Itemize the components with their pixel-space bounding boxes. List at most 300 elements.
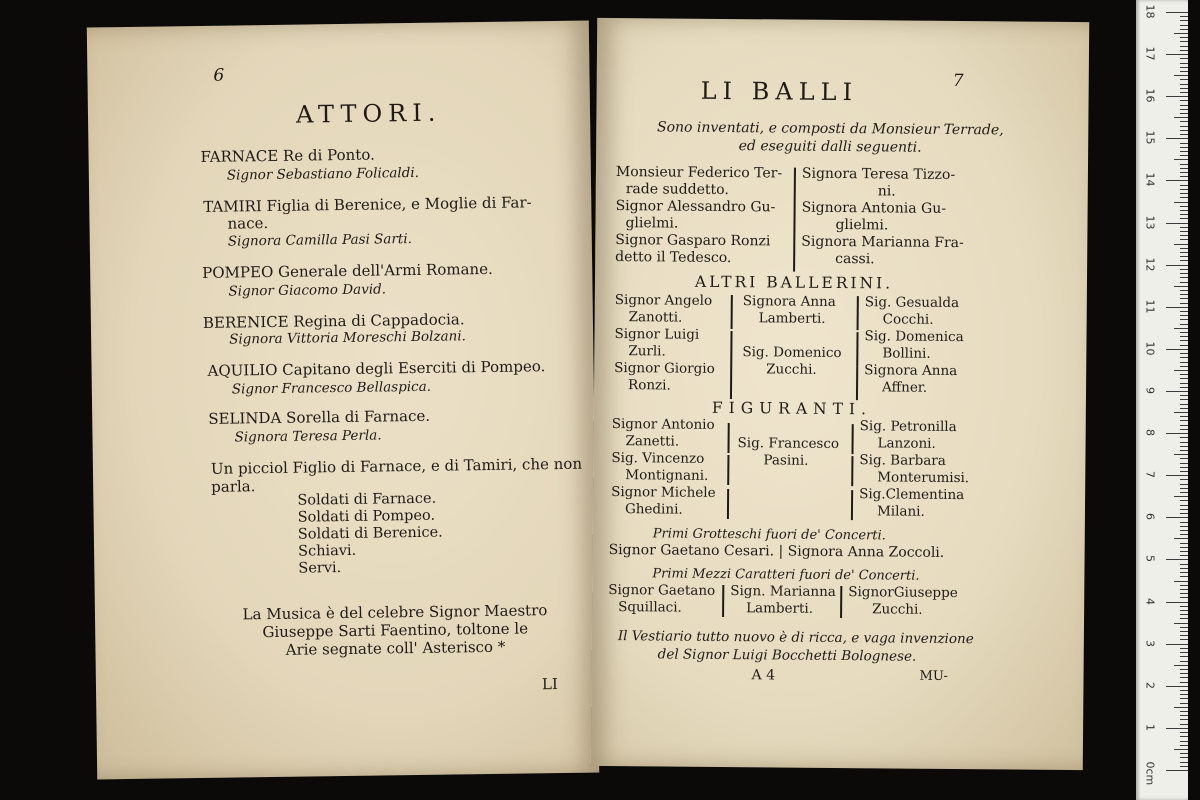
ruler-tick (1180, 404, 1188, 405)
ruler-number: 7 (1143, 471, 1157, 479)
ruler-tick (1180, 534, 1188, 535)
ruler-tick (1180, 109, 1188, 110)
principal-line: Monsieur Federico Ter- (615, 164, 783, 182)
ruler-tick (1180, 100, 1188, 101)
ruler-tick (1180, 610, 1188, 611)
child-line: parla. (211, 477, 256, 496)
ruler-tick (1180, 324, 1188, 325)
ruler-tick (1180, 425, 1188, 426)
ruler-tick (1180, 526, 1188, 527)
dancer-line: Sig. Gesualda (864, 294, 960, 312)
ruler-tick (1180, 155, 1188, 156)
ruler-tick (1180, 745, 1188, 746)
principals-left-column (615, 164, 782, 267)
principal-line: ni. (877, 183, 896, 200)
dancer-line: Lamberti. (758, 310, 826, 327)
ruler-tick (1180, 20, 1188, 21)
ruler-tick (1180, 467, 1188, 468)
figuranti-column-3 (859, 418, 970, 521)
child-line: Un picciol Figlio di Farnace, e di Tamiri, che non (210, 454, 583, 478)
altri-column-3 (864, 294, 964, 397)
cast-role: BERENICE Regina di Cappadocia. (202, 310, 465, 332)
ruler-tick (1180, 589, 1188, 590)
figurante-line: Signor Antonio (611, 416, 715, 433)
extras-item: Schiavi. (298, 542, 357, 560)
ruler-tick (1180, 711, 1188, 712)
ruler-tick (1180, 500, 1188, 501)
ruler-number: 17 (1143, 46, 1157, 61)
dancer-line: Sign. Marianna (730, 583, 836, 600)
dancer-line: Sig. Domenico (742, 344, 842, 362)
ruler-tick (1180, 130, 1188, 131)
ruler-tick (1180, 690, 1188, 691)
column-divider (851, 456, 853, 486)
column-divider (727, 455, 729, 485)
page-number: 6 (213, 65, 225, 86)
ruler-tick (1180, 446, 1188, 447)
column-divider (727, 489, 729, 519)
ruler-tick (1180, 652, 1188, 653)
ruler-tick (1180, 332, 1188, 333)
ruler-tick (1180, 67, 1188, 68)
ruler-tick (1174, 286, 1188, 287)
ruler-tick (1180, 458, 1188, 459)
ruler-tick (1166, 180, 1188, 181)
dancer-line: Zucchi. (872, 601, 923, 618)
ruler-tick (1174, 581, 1188, 582)
ruler-number: 18 (1143, 4, 1157, 19)
extras-item: Servi. (298, 560, 342, 577)
ruler-tick (1180, 256, 1188, 257)
ruler-tick (1180, 442, 1188, 443)
ruler-tick (1174, 496, 1188, 497)
ruler-tick (1166, 265, 1188, 266)
figurante-line: Sig. Vincenzo (611, 450, 705, 467)
column-divider (793, 168, 796, 272)
ruler-tick (1180, 648, 1188, 649)
dancer-line: Signora Anna (864, 362, 958, 380)
ruler-tick (1180, 168, 1188, 169)
dancer-line: Cocchi. (882, 311, 934, 328)
ruler-tick (1180, 484, 1188, 485)
ruler-tick (1166, 391, 1188, 392)
column-divider (731, 295, 733, 329)
column-divider (730, 365, 732, 399)
cast-actor: Signor Giacomo David. (228, 281, 387, 300)
ruler-tick (1180, 58, 1188, 59)
ruler-tick (1180, 450, 1188, 451)
section-heading: FIGURANTI. (711, 398, 873, 419)
figurante-line: Pasini. (763, 452, 809, 469)
vestiario-line: Il Vestiario tutto nuovo è di ricca, e vaga invenzione (617, 628, 974, 648)
ruler-tick (1180, 214, 1188, 215)
ruler-tick (1174, 749, 1188, 750)
cast-actor: Signora Teresa Perla. (234, 427, 382, 446)
music-note-line: Giuseppe Sarti Faentino, toltone le (262, 619, 529, 642)
ruler-tick (1180, 374, 1188, 375)
ruler-tick (1180, 79, 1188, 80)
ruler-tick (1180, 239, 1188, 240)
figurante-line: Signor Michele (611, 484, 716, 501)
ruler-tick (1180, 269, 1188, 270)
ruler-tick (1166, 644, 1188, 645)
ruler-tick (1180, 151, 1188, 152)
catchword: MU- (919, 668, 949, 684)
cast-role: FARNACE Re di Ponto. (200, 145, 375, 166)
ruler-tick (1180, 631, 1188, 632)
ruler-tick (1166, 54, 1188, 55)
mezzi-column-2 (730, 583, 836, 618)
ruler-tick (1180, 25, 1188, 26)
ruler-tick (1166, 96, 1188, 97)
ruler-tick (1180, 513, 1188, 514)
column-divider (851, 490, 853, 520)
ruler-number: 10 (1143, 341, 1157, 356)
ruler-tick (1180, 84, 1188, 85)
ruler-tick (1174, 75, 1188, 76)
ruler-tick (1180, 694, 1188, 695)
mezzi-column-3 (848, 584, 958, 619)
ruler-tick (1180, 732, 1188, 733)
ruler-tick (1180, 340, 1188, 341)
ruler-number: 9 (1143, 387, 1157, 394)
ruler-tick (1180, 762, 1188, 763)
ruler-tick (1180, 564, 1188, 565)
dancer-line: Signor Gaetano (608, 581, 716, 599)
measuring-ruler (1136, 0, 1188, 800)
ruler-tick (1180, 543, 1188, 544)
vestiario-line: del Signor Luigi Bocchetti Bolognese. (657, 646, 917, 665)
ruler-tick (1180, 126, 1188, 127)
column-divider (840, 586, 842, 618)
dancer-line: Zanotti. (628, 309, 683, 326)
column-divider (730, 331, 732, 365)
catchword: LI (541, 675, 559, 694)
mezzi-column-1 (608, 582, 715, 617)
column-divider (856, 332, 858, 366)
ruler-tick (1180, 366, 1188, 367)
ruler-tick (1174, 707, 1188, 708)
ruler-tick (1180, 673, 1188, 674)
ruler-tick (1180, 218, 1188, 219)
ruler-number: 14 (1143, 172, 1157, 187)
dancer-line: Signor Angelo (614, 292, 713, 309)
ruler-number: 11 (1143, 299, 1157, 314)
principal-line: detto il Tedesco. (615, 249, 732, 267)
ruler-tick (1180, 437, 1188, 438)
figurante-line: Ghedini. (624, 501, 683, 518)
ruler-tick (1180, 614, 1188, 615)
ruler-tick (1180, 362, 1188, 363)
ruler-tick (1166, 686, 1188, 687)
dancer-line: Zucchi. (766, 361, 817, 378)
ruler-tick (1180, 753, 1188, 754)
ruler-tick (1174, 159, 1188, 160)
ruler-tick (1180, 656, 1188, 657)
ruler-tick (1180, 290, 1188, 291)
ruler-tick (1166, 559, 1188, 560)
subtitle-line: ed eseguiti dalli seguenti. (738, 138, 922, 156)
ruler-tick (1180, 492, 1188, 493)
ruler-tick (1166, 517, 1188, 518)
ruler-tick (1180, 231, 1188, 232)
ruler-tick (1180, 88, 1188, 89)
extras-item: Soldati di Berenice. (297, 524, 443, 543)
figurante-line: Montignani. (625, 467, 709, 484)
ruler-tick (1166, 770, 1188, 771)
ruler-tick (1180, 597, 1188, 598)
cast-role: SELINDA Sorella di Farnace. (208, 406, 431, 428)
ruler-tick (1174, 117, 1188, 118)
ruler-number: 1 (1143, 723, 1157, 731)
ruler-tick (1180, 63, 1188, 64)
section-heading: ALTRI BALLERINI. (694, 272, 894, 293)
principal-line: Signora Antonia Gu- (801, 199, 947, 217)
ruler-tick (1180, 703, 1188, 704)
ruler-tick (1180, 639, 1188, 640)
dancer-line: Affner. (881, 379, 928, 396)
figuranti-column-1 (611, 416, 716, 519)
ruler-tick (1180, 724, 1188, 725)
ruler-tick (1180, 698, 1188, 699)
ruler-tick (1180, 572, 1188, 573)
ruler-tick (1180, 606, 1188, 607)
dancer-line: Bollini. (882, 345, 931, 362)
ruler-tick (1180, 530, 1188, 531)
ruler-tick (1180, 71, 1188, 72)
ruler-number: 0cm (1143, 761, 1157, 786)
ruler-tick (1174, 412, 1188, 413)
ruler-number: 15 (1143, 130, 1157, 145)
ruler-tick (1180, 509, 1188, 510)
ruler-tick (1180, 399, 1188, 400)
ruler-tick (1166, 12, 1188, 13)
principal-line: Signora Teresa Tizzo- (801, 165, 956, 183)
figurante-line: Sig.Clementina (859, 486, 965, 504)
ruler-tick (1180, 16, 1188, 17)
music-note-line: La Musica è del celebre Signor Maestro (242, 601, 548, 624)
ruler-tick (1180, 121, 1188, 122)
ruler-tick (1180, 618, 1188, 619)
ruler-tick (1174, 538, 1188, 539)
figuranti-column-2 (737, 435, 839, 470)
ruler-tick (1180, 277, 1188, 278)
ruler-tick (1174, 202, 1188, 203)
ruler-tick (1180, 576, 1188, 577)
column-divider (722, 585, 724, 617)
ruler-tick (1174, 33, 1188, 34)
altri-column-2 (742, 293, 842, 379)
ruler-tick (1180, 766, 1188, 767)
music-note-line: Arie segnate coll' Asterisco * (285, 637, 506, 659)
figurante-line: Sig. Petronilla (859, 418, 957, 436)
ruler-number: 8 (1143, 429, 1157, 437)
ruler-tick (1180, 41, 1188, 42)
column-divider (857, 296, 859, 330)
left-page (87, 21, 599, 780)
principal-line: Signor Gasparo Ronzi (615, 232, 771, 250)
ruler-tick (1180, 143, 1188, 144)
ruler-tick (1180, 147, 1188, 148)
ruler-tick (1166, 475, 1188, 476)
figurante-line: Sig. Barbara (859, 452, 946, 469)
ruler-tick (1180, 252, 1188, 253)
ruler-tick (1180, 682, 1188, 683)
ruler-tick (1180, 429, 1188, 430)
ruler-tick (1180, 736, 1188, 737)
ruler-number: 2 (1143, 681, 1157, 689)
ruler-tick (1180, 677, 1188, 678)
ruler-tick (1180, 193, 1188, 194)
ruler-tick (1180, 282, 1188, 283)
ruler-tick (1180, 273, 1188, 274)
ruler-tick (1180, 336, 1188, 337)
cast-role: TAMIRI Figlia di Berenice, e Moglie di Far- (203, 193, 532, 216)
ruler-tick (1174, 244, 1188, 245)
ruler-tick (1180, 227, 1188, 228)
cast-actor: Signora Camilla Pasi Sarti. (227, 231, 413, 250)
ruler-tick (1180, 555, 1188, 556)
ruler-tick (1180, 420, 1188, 421)
ruler-number: 16 (1143, 88, 1157, 103)
ruler-tick (1180, 172, 1188, 173)
ruler-number: 4 (1143, 597, 1157, 605)
cast-role-continuation: nace. (227, 214, 269, 233)
ruler-number: 6 (1143, 513, 1157, 521)
cast-actor: Signor Francesco Bellaspica. (231, 378, 432, 398)
column-divider (856, 366, 858, 400)
ruler-tick (1180, 757, 1188, 758)
ruler-tick (1174, 454, 1188, 455)
ruler-tick (1180, 189, 1188, 190)
ruler-tick (1180, 593, 1188, 594)
dancer-line: SignorGiuseppe (848, 584, 958, 602)
ruler-tick (1174, 328, 1188, 329)
column-divider (851, 424, 853, 454)
ruler-tick (1180, 235, 1188, 236)
ruler-tick (1166, 349, 1188, 350)
page-heading: LI BALLI (700, 76, 859, 107)
ruler-tick (1166, 223, 1188, 224)
ruler-tick (1180, 311, 1188, 312)
ruler-tick (1180, 248, 1188, 249)
principal-line: glielmi. (835, 216, 889, 234)
ruler-tick (1166, 433, 1188, 434)
ruler-number: 5 (1143, 555, 1157, 563)
ruler-tick (1180, 463, 1188, 464)
figurante-line: Monterumisi. (877, 469, 970, 487)
extras-item: Soldati di Farnace. (297, 490, 437, 509)
right-page (591, 18, 1090, 770)
ruler-tick (1180, 164, 1188, 165)
ruler-tick (1166, 307, 1188, 308)
cast-actor: Signora Vittoria Moreschi Bolzani. (229, 328, 466, 348)
dancer-line: Ronzi. (627, 377, 671, 394)
ruler-tick (1180, 294, 1188, 295)
ruler-tick (1180, 105, 1188, 106)
ruler-tick (1180, 715, 1188, 716)
ruler-tick (1180, 210, 1188, 211)
dancer-line: Lamberti. (746, 600, 814, 617)
ruler-tick (1180, 547, 1188, 548)
ruler-tick (1180, 206, 1188, 207)
principal-line: rade suddetto. (625, 181, 729, 199)
figurante-line: Lanzoni. (877, 435, 936, 452)
ruler-tick (1180, 395, 1188, 396)
ruler-tick (1180, 416, 1188, 417)
ruler-tick (1174, 623, 1188, 624)
ruler-tick (1180, 29, 1188, 30)
ruler-tick (1180, 46, 1188, 47)
ruler-tick (1180, 635, 1188, 636)
ruler-tick (1180, 319, 1188, 320)
ruler-tick (1180, 345, 1188, 346)
ruler-tick (1180, 479, 1188, 480)
ruler-number: 13 (1143, 215, 1157, 230)
ruler-tick (1180, 661, 1188, 662)
ruler-tick (1180, 669, 1188, 670)
ruler-tick (1180, 357, 1188, 358)
principal-line: Signora Marianna Fra- (801, 233, 964, 252)
grotteschi-line: Signor Gaetano Cesari. | Signora Anna Zoccoli. (608, 541, 945, 561)
ruler-tick (1174, 665, 1188, 666)
ruler-tick (1180, 353, 1188, 354)
ruler-tick (1180, 37, 1188, 38)
ruler-tick (1180, 92, 1188, 93)
ruler-tick (1180, 50, 1188, 51)
dancer-line: Signor Luigi (614, 326, 700, 343)
ruler-tick (1174, 370, 1188, 371)
ruler-tick (1166, 138, 1188, 139)
ruler-tick (1180, 315, 1188, 316)
principal-line: Signor Alessandro Gu- (615, 198, 776, 216)
ruler-tick (1166, 728, 1188, 729)
principals-right-column (801, 166, 964, 269)
dancer-line: Zurli. (628, 343, 666, 360)
ruler-tick (1180, 627, 1188, 628)
ruler-tick (1180, 551, 1188, 552)
extras-item: Soldati di Pompeo. (297, 507, 436, 526)
ruler-tick (1180, 113, 1188, 114)
cast-role: POMPEO Generale dell'Armi Romane. (202, 259, 493, 282)
signature-mark: A 4 (751, 667, 776, 684)
cast-actor: Signor Sebastiano Folicaldi. (226, 164, 420, 184)
ruler-tick (1180, 505, 1188, 506)
ruler-tick (1180, 134, 1188, 135)
figurante-line: Zanetti. (625, 433, 680, 450)
ruler-tick (1180, 383, 1188, 384)
ruler-tick (1180, 522, 1188, 523)
ruler-tick (1180, 741, 1188, 742)
principal-line: glielmi. (625, 215, 679, 232)
figurante-line: Milani. (876, 503, 925, 520)
dancer-line: Squillaci. (618, 599, 682, 616)
ruler-tick (1180, 585, 1188, 586)
figurante-line: Sig. Francesco (737, 435, 840, 452)
ruler-tick (1180, 298, 1188, 299)
subtitle-line: Sono inventati, e composti da Monsieur Terrade, (656, 119, 1004, 139)
ruler-tick (1180, 568, 1188, 569)
section-heading: Primi Mezzi Caratteri fuori de' Concerti. (652, 566, 920, 584)
ruler-tick (1180, 197, 1188, 198)
page-heading: ATTORI. (295, 98, 442, 129)
ruler-tick (1180, 387, 1188, 388)
principal-line: cassi. (835, 250, 875, 268)
ruler-tick (1180, 260, 1188, 261)
section-heading: Primi Grotteschi fuori de' Concerti. (652, 526, 886, 544)
ruler-number: 3 (1143, 639, 1157, 647)
dancer-line: Signora Anna (742, 293, 836, 310)
